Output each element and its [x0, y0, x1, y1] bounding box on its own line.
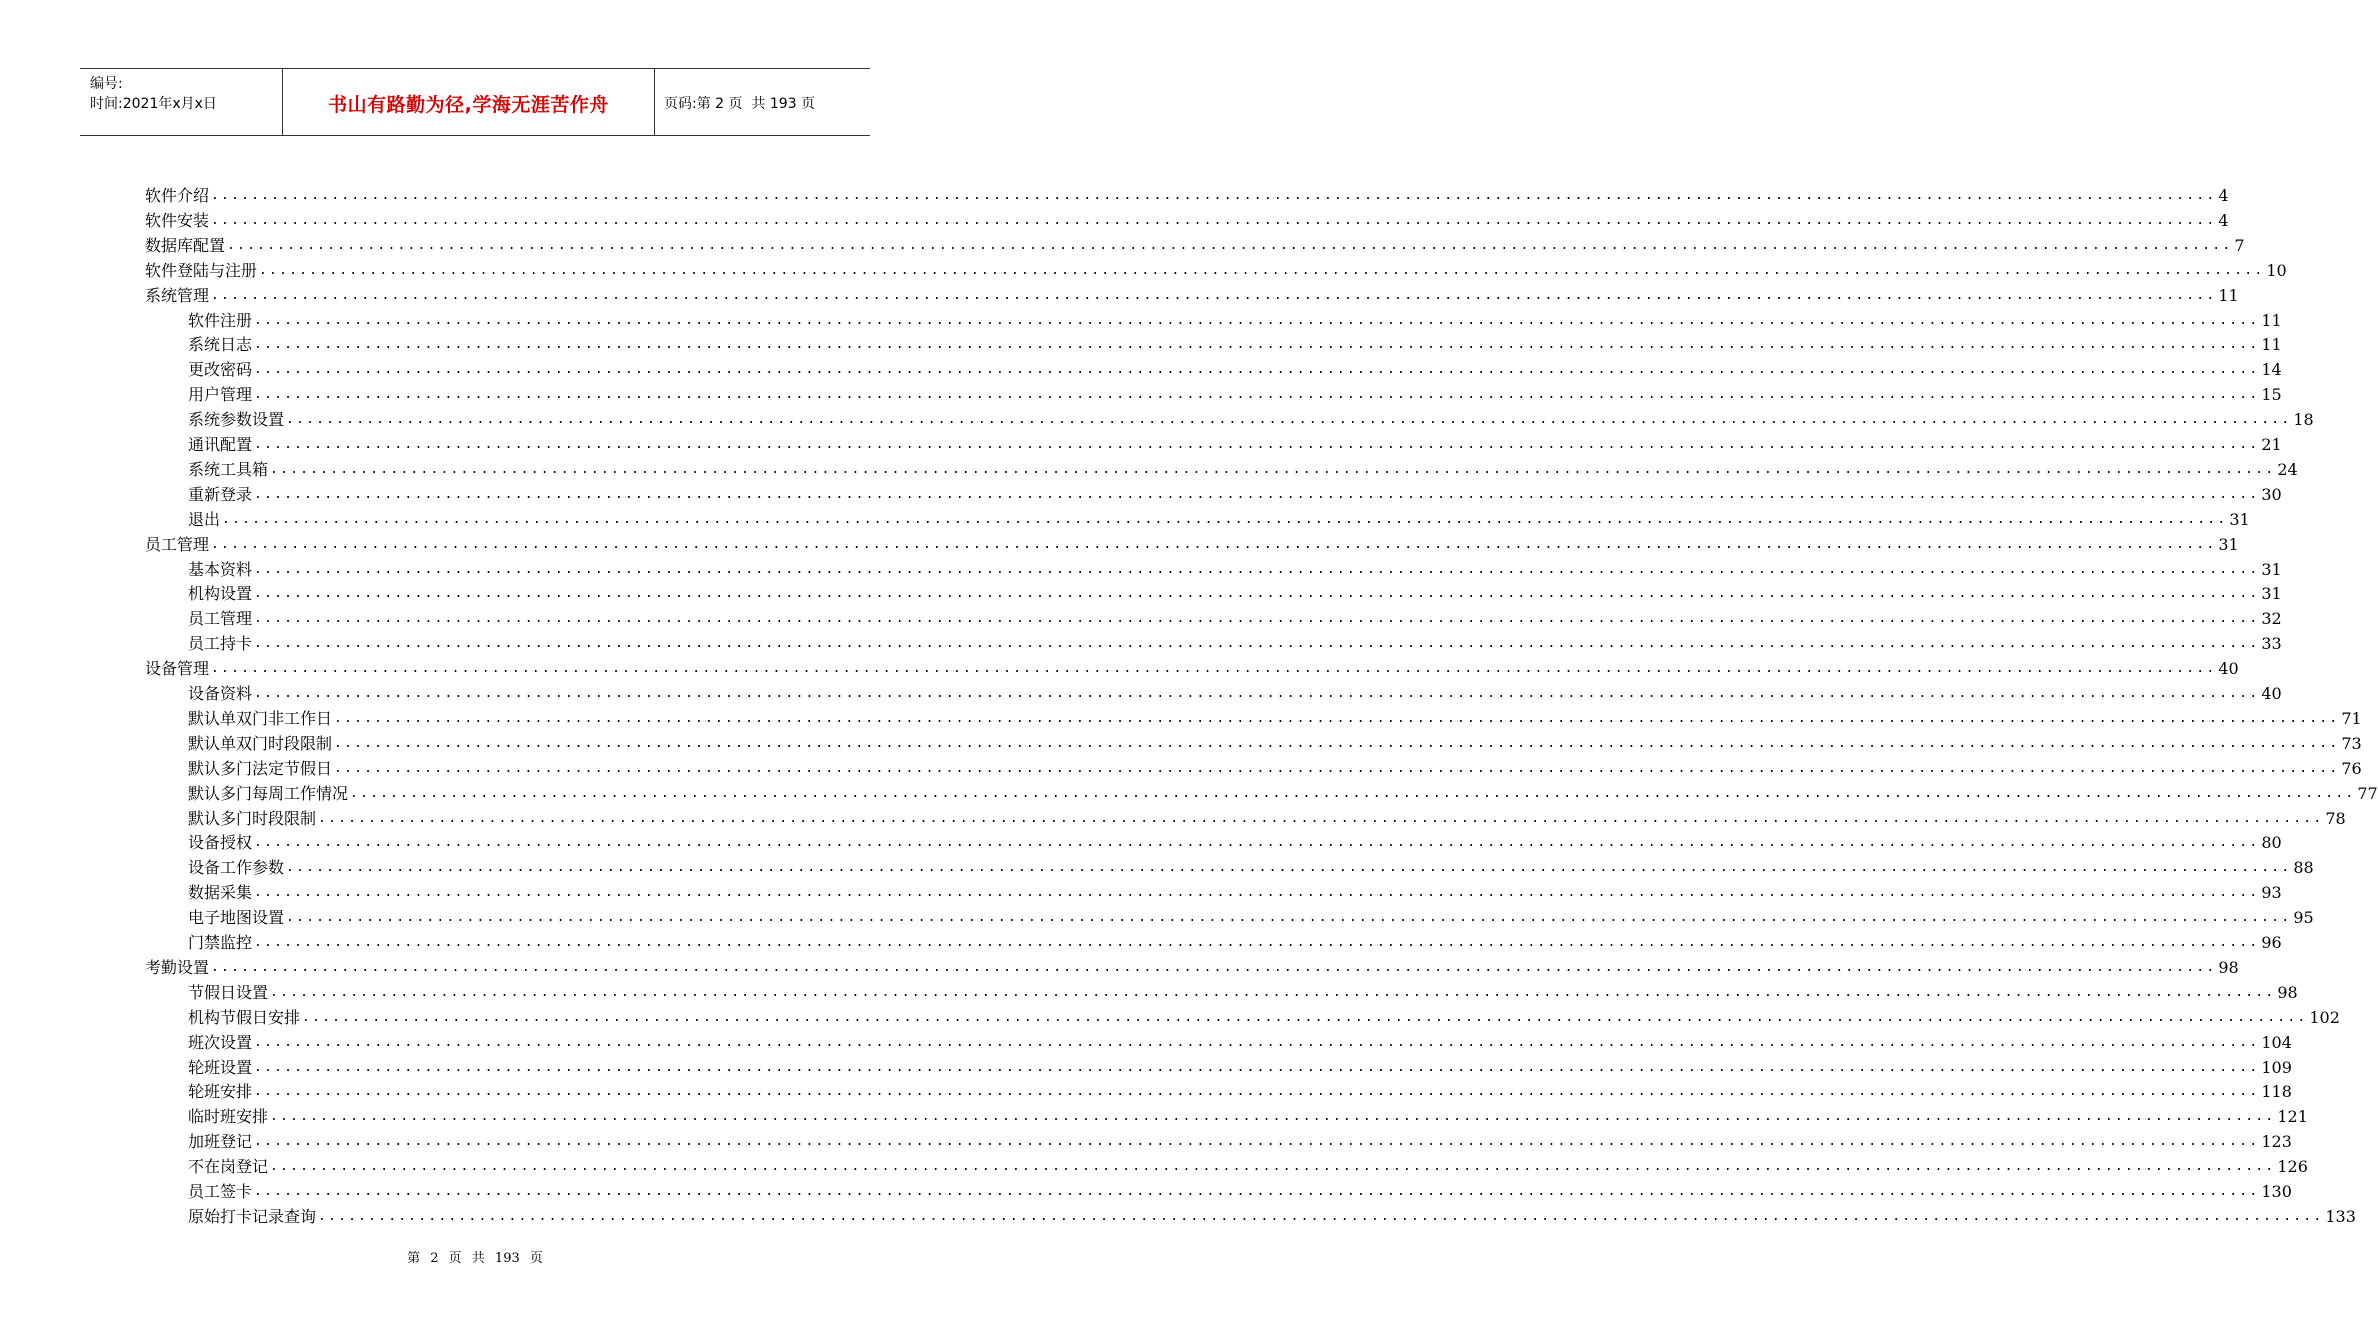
toc-entry-page: 31 — [2229, 509, 2250, 529]
toc-leader-dots: ........................................................................................................................................................................................................ — [211, 959, 2217, 975]
toc-entry[interactable] — [188, 1204, 2356, 1229]
toc-entry-title: 软件注册 — [188, 310, 253, 330]
toc-entry-page: 14 — [2261, 360, 2282, 380]
toc-entry[interactable] — [145, 283, 2239, 308]
toc-leader-dots: ........................................................................................................................................................................................................ — [254, 1134, 2260, 1150]
toc-entry-title: 节假日设置 — [188, 982, 269, 1002]
toc-leader-dots: ........................................................................................................................................................................................................ — [286, 412, 2292, 428]
toc-entry-title: 重新登录 — [188, 484, 253, 504]
toc-entry-page: 102 — [2309, 1007, 2340, 1027]
toc-entry-title: 员工管理 — [188, 609, 253, 629]
toc-entry-page: 98 — [2277, 982, 2298, 1002]
toc-entry[interactable] — [188, 1079, 2292, 1104]
toc-entry-page: 24 — [2277, 459, 2298, 479]
toc-leader-dots: ........................................................................................................................................................................................................ — [254, 337, 2260, 353]
toc-leader-dots: ........................................................................................................................................................................................................ — [254, 586, 2260, 602]
toc-leader-dots: ........................................................................................................................................................................................................ — [254, 1034, 2260, 1050]
toc-entry-page: 104 — [2261, 1032, 2292, 1052]
page-footer: 第 2 页 共 193 页 — [407, 1251, 543, 1266]
toc-entry-page: 15 — [2261, 385, 2282, 405]
toc-entry-page: 40 — [2218, 659, 2239, 679]
toc-entry[interactable] — [188, 1104, 2308, 1129]
toc-entry-page: 71 — [2341, 708, 2362, 728]
toc-leader-dots: ........................................................................................................................................................................................................ — [211, 212, 2217, 228]
toc-entry-page: 21 — [2261, 435, 2282, 454]
toc-entry-page: 130 — [2261, 1182, 2292, 1201]
toc-entry-title: 员工签卡 — [188, 1182, 253, 1201]
toc-entry-title: 加班登记 — [188, 1132, 253, 1152]
toc-leader-dots: ........................................................................................................................................................................................................ — [270, 1109, 2276, 1125]
header-page-label: 页码:第 2 页 共 193 页 — [664, 96, 816, 112]
toc-entry[interactable] — [188, 631, 2282, 656]
toc-entry-page: 4 — [2218, 210, 2229, 230]
toc-leader-dots: ........................................................................................................................................................................................................ — [254, 561, 2260, 577]
toc-entry[interactable] — [188, 457, 2298, 482]
toc-entry[interactable] — [188, 581, 2282, 606]
toc-entry-title: 员工管理 — [145, 534, 210, 554]
toc-entry[interactable] — [188, 1055, 2292, 1080]
toc-leader-dots: ........................................................................................................................................................................................................ — [254, 611, 2260, 627]
toc-entry-title: 更改密码 — [188, 360, 253, 380]
toc-entry-page: 11 — [2261, 310, 2282, 330]
toc-entry-title: 默认单双门非工作日 — [188, 708, 333, 728]
toc-entry-page: 31 — [2261, 584, 2282, 604]
toc-entry-page: 32 — [2261, 609, 2282, 629]
toc-leader-dots: ........................................................................................................................................................................................................ — [227, 237, 2233, 253]
toc-leader-dots: ........................................................................................................................................................................................................ — [254, 885, 2260, 901]
toc-entry-title: 设备工作参数 — [188, 858, 285, 878]
toc-entry-title: 机构设置 — [188, 584, 253, 604]
toc-leader-dots: ........................................................................................................................................................................................................ — [334, 735, 2340, 751]
toc-leader-dots: ........................................................................................................................................................................................................ — [254, 1084, 2260, 1100]
toc-entry[interactable] — [188, 681, 2282, 706]
toc-entry-title: 数据库配置 — [145, 235, 226, 255]
toc-entry-page: 77 — [2357, 783, 2378, 803]
toc-entry[interactable] — [145, 532, 2239, 557]
toc-entry-page: 98 — [2218, 957, 2239, 977]
toc-entry[interactable] — [188, 731, 2362, 756]
toc-entry-title: 电子地图设置 — [188, 908, 285, 928]
toc-leader-dots: ........................................................................................................................................................................................................ — [270, 461, 2276, 477]
toc-entry-title: 轮班设置 — [188, 1057, 253, 1077]
toc-entry-page: 18 — [2293, 410, 2314, 430]
toc-entry[interactable] — [188, 357, 2282, 382]
toc-entry[interactable] — [145, 258, 2287, 283]
toc-entry-page: 31 — [2218, 534, 2239, 554]
toc-entry[interactable] — [188, 507, 2250, 532]
toc-entry[interactable] — [188, 1129, 2292, 1154]
toc-entry[interactable] — [188, 382, 2282, 407]
toc-entry-page: 80 — [2261, 833, 2282, 853]
toc-entry[interactable] — [188, 706, 2362, 731]
toc-entry[interactable] — [188, 930, 2282, 955]
toc-entry-page: 133 — [2325, 1206, 2356, 1226]
toc-entry[interactable] — [188, 855, 2314, 880]
toc-entry[interactable] — [188, 1005, 2340, 1030]
toc-entry-title: 设备管理 — [145, 659, 210, 679]
toc-entry-page: 95 — [2293, 908, 2314, 928]
toc-leader-dots: ........................................................................................................................................................................................................ — [254, 686, 2260, 701]
toc-leader-dots: ........................................................................................................................................................................................................ — [254, 312, 2260, 328]
toc-entry[interactable] — [188, 482, 2282, 507]
toc-leader-dots: ........................................................................................................................................................................................................ — [259, 262, 2265, 278]
toc-entry[interactable] — [188, 407, 2314, 432]
toc-entry-title: 默认多门时段限制 — [188, 808, 317, 828]
toc-leader-dots: ........................................................................................................................................................................................................ — [254, 935, 2260, 950]
toc-entry[interactable] — [188, 980, 2298, 1005]
toc-entry-title: 班次设置 — [188, 1032, 253, 1052]
toc-entry[interactable] — [188, 332, 2282, 357]
toc-entry-page: 118 — [2261, 1082, 2292, 1102]
toc-entry-title: 通讯配置 — [188, 435, 253, 454]
toc-entry-page: 40 — [2261, 684, 2282, 703]
toc-entry[interactable] — [188, 1179, 2292, 1204]
toc-entry-title: 系统管理 — [145, 285, 210, 305]
toc-leader-dots: ........................................................................................................................................................................................................ — [254, 636, 2260, 652]
toc-leader-dots: ........................................................................................................................................................................................................ — [270, 1159, 2276, 1175]
toc-leader-dots: ........................................................................................................................................................................................................ — [254, 1059, 2260, 1075]
header-motto: 书山有路勤为径,学海无涯苦作舟 — [328, 93, 609, 116]
toc-leader-dots: ........................................................................................................................................................................................................ — [302, 1009, 2308, 1025]
toc-entry-page: 126 — [2277, 1157, 2308, 1177]
toc-entry-page: 73 — [2341, 733, 2362, 753]
toc-leader-dots: ........................................................................................................................................................................................................ — [318, 810, 2324, 826]
toc-entry-title: 系统工具箱 — [188, 459, 269, 479]
toc-entry[interactable] — [188, 606, 2282, 631]
toc-entry[interactable] — [188, 432, 2282, 457]
toc-entry-page: 11 — [2218, 285, 2239, 305]
toc-entry-page: 30 — [2261, 484, 2282, 504]
toc-entry-page: 78 — [2325, 808, 2346, 828]
toc-leader-dots: ........................................................................................................................................................................................................ — [211, 188, 2217, 203]
toc-entry-page: 121 — [2277, 1107, 2308, 1127]
toc-entry[interactable] — [188, 1154, 2308, 1179]
toc-entry-page: 10 — [2266, 260, 2287, 280]
toc-entry[interactable] — [145, 656, 2239, 681]
toc-leader-dots: ........................................................................................................................................................................................................ — [222, 511, 2228, 527]
toc-leader-dots: ........................................................................................................................................................................................................ — [334, 710, 2340, 726]
toc-entry-title: 基本资料 — [188, 559, 253, 579]
toc-entry[interactable] — [188, 880, 2282, 905]
toc-entry-title: 不在岗登记 — [188, 1157, 269, 1177]
toc-entry-page: 96 — [2261, 933, 2282, 952]
toc-entry-page: 123 — [2261, 1132, 2292, 1152]
toc-entry[interactable] — [188, 905, 2314, 930]
toc-entry-page: 11 — [2261, 335, 2282, 355]
toc-entry-page: 109 — [2261, 1057, 2292, 1077]
toc-leader-dots: ........................................................................................................................................................................................................ — [270, 984, 2276, 1000]
toc-entry-title: 默认单双门时段限制 — [188, 733, 333, 753]
toc-entry-page: 93 — [2261, 883, 2282, 903]
toc-entry-page: 31 — [2261, 559, 2282, 579]
toc-entry-title: 系统日志 — [188, 335, 253, 355]
toc-entry[interactable] — [145, 208, 2229, 233]
toc-entry-title: 门禁监控 — [188, 933, 253, 952]
toc-entry[interactable] — [188, 756, 2362, 781]
toc-entry-title: 设备资料 — [188, 684, 253, 703]
toc-entry-title: 数据采集 — [188, 883, 253, 903]
toc-entry[interactable] — [145, 233, 2245, 258]
toc-entry-title: 默认多门每周工作情况 — [188, 783, 349, 803]
toc-leader-dots: ........................................................................................................................................................................................................ — [286, 860, 2292, 876]
toc-entry-title: 软件登陆与注册 — [145, 260, 258, 280]
toc-entry-title: 系统参数设置 — [188, 410, 285, 430]
toc-entry-title: 员工持卡 — [188, 634, 253, 654]
toc-entry-title: 退出 — [188, 509, 221, 529]
toc-entry-title: 原始打卡记录查询 — [188, 1206, 317, 1226]
toc-entry-title: 软件介绍 — [145, 186, 210, 205]
toc-leader-dots: ........................................................................................................................................................................................................ — [211, 536, 2217, 552]
toc-entry-title: 设备授权 — [188, 833, 253, 853]
toc-entry[interactable] — [145, 955, 2239, 980]
toc-leader-dots: ........................................................................................................................................................................................................ — [254, 387, 2260, 403]
toc-leader-dots: ........................................................................................................................................................................................................ — [318, 1208, 2324, 1224]
toc-entry[interactable] — [188, 781, 2378, 806]
toc-leader-dots: ........................................................................................................................................................................................................ — [211, 287, 2217, 303]
toc-entry-title: 默认多门法定节假日 — [188, 758, 333, 778]
toc-entry-page: 88 — [2293, 858, 2314, 878]
time-label: 时间:2021年x月x日 — [90, 96, 217, 112]
toc-leader-dots: ........................................................................................................................................................................................................ — [350, 785, 2356, 801]
toc-entry[interactable] — [145, 183, 2229, 208]
code-label: 编号: — [90, 76, 123, 92]
toc-leader-dots: ........................................................................................................................................................................................................ — [254, 835, 2260, 851]
toc-entry[interactable] — [188, 308, 2282, 333]
header-divider — [654, 69, 655, 135]
toc-entry-page: 76 — [2341, 758, 2362, 778]
toc-leader-dots: ........................................................................................................................................................................................................ — [254, 437, 2260, 452]
toc-leader-dots: ........................................................................................................................................................................................................ — [211, 661, 2217, 677]
document-header — [80, 68, 870, 136]
toc-entry[interactable] — [188, 1030, 2292, 1055]
toc-entry-page: 33 — [2261, 634, 2282, 654]
toc-entry[interactable] — [188, 806, 2346, 831]
toc-entry-title: 临时班安排 — [188, 1107, 269, 1127]
toc-entry-title: 用户管理 — [188, 385, 253, 405]
toc-entry-title: 机构节假日安排 — [188, 1007, 301, 1027]
toc-leader-dots: ........................................................................................................................................................................................................ — [254, 486, 2260, 502]
toc-leader-dots: ........................................................................................................................................................................................................ — [254, 362, 2260, 378]
toc-entry-title: 轮班安排 — [188, 1082, 253, 1102]
toc-leader-dots: ........................................................................................................................................................................................................ — [254, 1184, 2260, 1199]
header-meta — [90, 74, 217, 114]
toc-entry-page: 4 — [2218, 186, 2229, 205]
toc-entry-page: 7 — [2234, 235, 2245, 255]
toc-leader-dots: ........................................................................................................................................................................................................ — [286, 910, 2292, 926]
toc-entry-title: 软件安装 — [145, 210, 210, 230]
toc-leader-dots: ........................................................................................................................................................................................................ — [334, 760, 2340, 776]
toc-entry[interactable] — [188, 557, 2282, 582]
toc-entry-title: 考勤设置 — [145, 957, 210, 977]
toc-entry[interactable] — [188, 830, 2282, 855]
